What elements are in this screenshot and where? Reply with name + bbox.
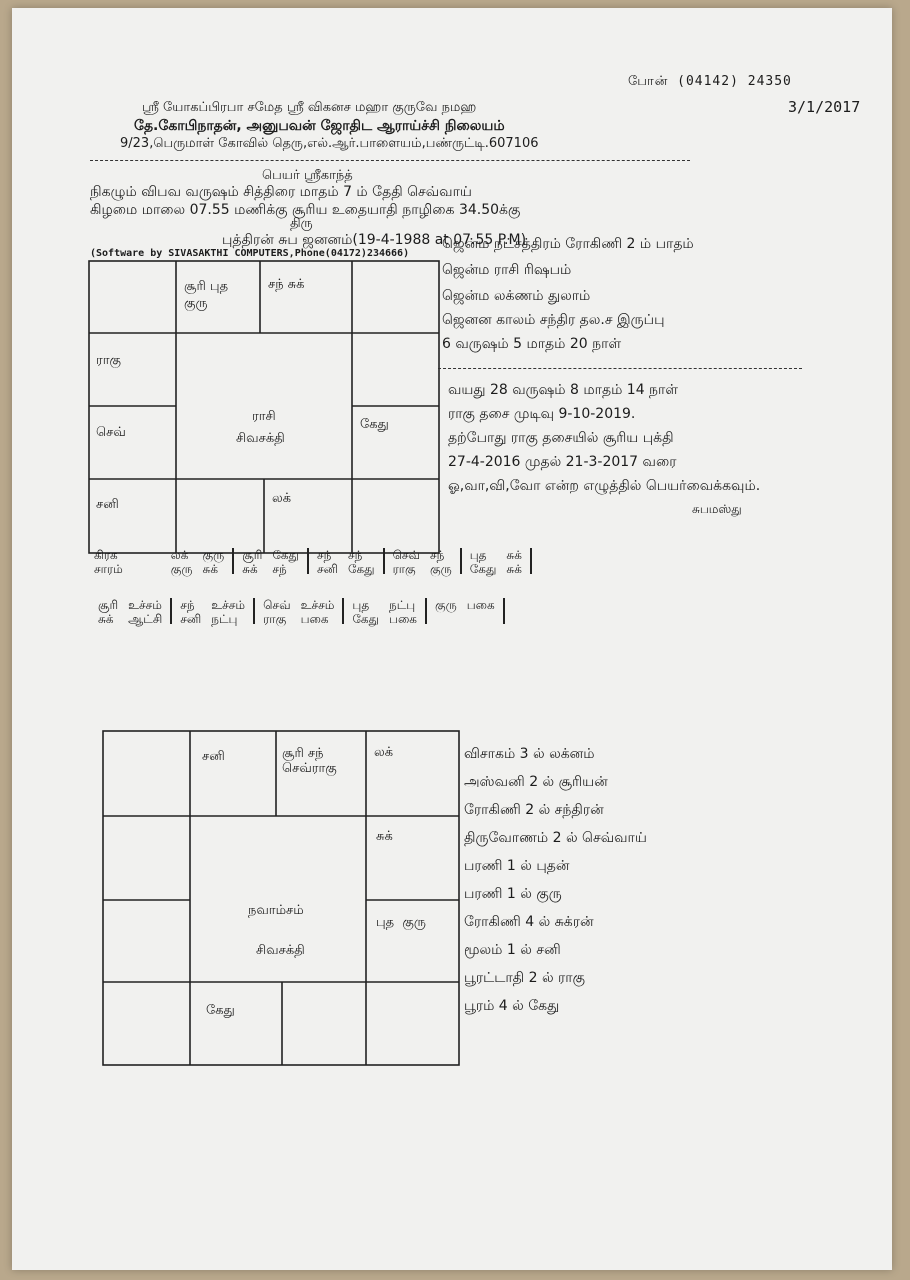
- nakshatra-5: பரணி 1 ல் புதன்: [464, 858, 570, 874]
- nakshatra-4: திருவோணம் 2 ல் செவ்வாய்: [464, 830, 647, 846]
- rel-3c: ராகு: [263, 612, 287, 626]
- birth-info-1: ஜென்ம நட்சத்திரம் ரோகிணி 2 ம் பாதம்: [442, 236, 694, 252]
- dasa-info-3: தற்போது ராகு தசையில் சூரிய புக்தி: [448, 430, 674, 446]
- rel-1c: சுக்: [98, 612, 114, 626]
- rel-1b: உச்சம்: [128, 598, 162, 612]
- horoscope-sheet: [12, 8, 892, 1270]
- rasi-cell-left-1: ராகு: [96, 353, 121, 368]
- rasi-chart-title: ராசி: [252, 409, 276, 424]
- header-address: 9/23,பெருமாள் கோவில் தெரு,எல்.ஆர்.பாளையம்,பண்ருட்டி.607106: [120, 136, 539, 151]
- blessing: சுபமஸ்து: [692, 502, 742, 516]
- rasi-chart-grid: [88, 260, 440, 554]
- gs-4a: செவ்: [392, 548, 421, 562]
- navamsa-chart-title: நவாம்சம்: [248, 903, 304, 918]
- gs-2c: சுக்: [242, 562, 258, 576]
- birth-info-3: ஜென்ம லக்ணம் துலாம்: [442, 288, 591, 304]
- graha-saram-group-1: [131, 548, 232, 576]
- gs-5a: புத: [469, 548, 487, 562]
- native-name: பெயர் ஸ்ரீகாந்த்: [262, 168, 353, 183]
- graha-saram-group-4: [385, 548, 460, 576]
- relation-3: [255, 598, 342, 626]
- gs-sep-5: [530, 548, 532, 574]
- gs-4d: குரு: [430, 562, 452, 576]
- header-divider: [90, 160, 690, 161]
- dasa-info-2: ராகு தசை முடிவு 9-10-2019.: [448, 406, 636, 422]
- birth-line-1: நிகழும் விபவ வருஷம் சித்திரை மாதம் 7 ம் தேதி செவ்வாய்: [90, 184, 472, 200]
- birth-line-3: திரு: [290, 216, 313, 231]
- nakshatra-6: பரணி 1 ல் குரு: [464, 886, 562, 902]
- dasa-info-5: ஓ,வா,வி,வோ என்ற எழுத்தில் பெயர்வைக்கவும்.: [448, 478, 761, 494]
- header-astrologer: தே.கோபிநாதன், அனுபவன் ஜோதிட ஆராய்ச்சி நிலையம்: [134, 118, 505, 134]
- dasa-info-4: 27-4-2016 முதல் 21-3-2017 வரை: [448, 454, 677, 470]
- nakshatra-1: விசாகம் 3 ல் லக்னம்: [464, 746, 595, 762]
- birth-line-4: புத்திரன் சுப ஜனனம்(19-4-1988 at 07.55 P.M): [222, 232, 527, 248]
- rasi-cell-bottom-0: சனி: [96, 497, 119, 512]
- navamsa-chart-grid: [102, 730, 460, 1066]
- rel-4b: நட்பு: [389, 598, 416, 612]
- graha-saram-row: [94, 548, 532, 576]
- gs-2b: கேது: [272, 548, 299, 562]
- navamsa-cell-t2: சூரி சந் செவ்ராகு: [282, 746, 337, 776]
- rel-3b: உச்சம்: [300, 598, 335, 612]
- rel-1a: சூரி: [98, 598, 119, 612]
- rasi-chart: [88, 260, 440, 554]
- gs-2a: சூரி: [242, 548, 263, 562]
- navamsa-cell-t1: சனி: [202, 749, 225, 764]
- gs-1d: சுக்: [202, 562, 219, 576]
- graha-saram-group-2: [234, 548, 307, 576]
- graha-saram-label: [94, 548, 131, 576]
- rel-3d: பகை: [300, 612, 329, 626]
- gs-1c: குரு: [170, 562, 193, 576]
- gs-4b: சந்: [430, 548, 445, 562]
- graha-saram-group-5: [462, 548, 530, 576]
- birth-info-2: ஜென்ம ராசி ரிஷபம்: [442, 262, 572, 278]
- rasi-cell-right-2: கேது: [360, 417, 389, 432]
- gs-5b: சுக்: [506, 548, 522, 562]
- rasi-cell-3: சந் சுக்: [268, 277, 305, 292]
- nakshatra-8: மூலம் 1 ல் சனி: [464, 942, 561, 958]
- rel-2b: உச்சம்: [211, 598, 246, 612]
- navamsa-cell-b1: கேது: [206, 1003, 235, 1018]
- gs-2d: சந்: [272, 562, 287, 576]
- relation-1: [98, 598, 170, 626]
- rel-4c: கேது: [352, 612, 380, 626]
- nakshatra-7: ரோகிணி 4 ல் சுக்ரன்: [464, 914, 594, 930]
- birth-info-5: 6 வருஷம் 5 மாதம் 20 நாள்: [442, 336, 622, 352]
- gs-3d: கேது: [347, 562, 375, 576]
- rel-2d: நட்பு: [211, 612, 238, 626]
- rasi-cell-bottom-2: லக்: [272, 491, 292, 506]
- navamsa-cell-r2: புத குரு: [376, 915, 426, 930]
- info-divider: [438, 368, 802, 369]
- relations-row: [98, 598, 505, 626]
- gs-1b: குரு: [202, 548, 225, 562]
- birth-info-4: ஜெனன காலம் சந்திர தல.ச இருப்பு: [442, 312, 665, 328]
- rel-5a: குரு: [434, 598, 457, 612]
- gs-4c: ராகு: [392, 562, 416, 576]
- header-phone: போன் (04142) 24350: [628, 74, 792, 89]
- rasi-cell-left-2: செவ்: [96, 425, 126, 440]
- gs-3b: சந்: [347, 548, 363, 562]
- relation-5: [427, 598, 503, 612]
- nakshatra-10: பூரம் 4 ல் கேது: [464, 998, 560, 1014]
- navamsa-chart-subtitle: சிவசக்தி: [256, 943, 305, 958]
- gs-5c: கேது: [469, 562, 497, 576]
- nakshatra-2: அஸ்வனி 2 ல் சூரியன்: [464, 774, 608, 790]
- relation-4: [344, 598, 425, 626]
- rel-4d: பகை: [389, 612, 417, 626]
- gs-3a: சந்: [316, 548, 332, 562]
- dasa-info-1: வயது 28 வருஷம் 8 மாதம் 14 நாள்: [448, 382, 678, 398]
- graha-saram-group-3: [309, 548, 383, 576]
- relation-2: [172, 598, 253, 626]
- nakshatra-9: பூரட்டாதி 2 ல் ராகு: [464, 970, 585, 986]
- navamsa-cell-t3: லக்: [374, 745, 394, 760]
- rasi-chart-subtitle: சிவசக்தி: [236, 431, 285, 446]
- software-credit: (Software by SIVASAKTHI COMPUTERS,Phone(04172)234666): [90, 248, 410, 259]
- rasi-cell-2: சூரி புத குரு: [184, 279, 229, 311]
- rel-3a: செவ்: [263, 598, 291, 612]
- rel-5b: பகை: [466, 598, 495, 612]
- graha-saram-label-top: கிரக: [94, 548, 118, 562]
- gs-1a: லக்: [170, 548, 189, 562]
- header-date: 3/1/2017: [788, 98, 861, 116]
- rel-2c: சனி: [180, 612, 202, 626]
- gs-5d: சுக்: [506, 562, 522, 576]
- rel-sep-5: [503, 598, 505, 624]
- graha-saram-label-bottom: சாரம்: [94, 562, 123, 576]
- navamsa-cell-r1: சுக்: [376, 829, 393, 844]
- rel-1d: ஆட்சி: [128, 612, 163, 626]
- gs-3c: சனி: [316, 562, 338, 576]
- navamsa-chart: [102, 730, 460, 1066]
- header-invocation: ஸ்ரீ யோகப்பிரபா சமேத ஸ்ரீ விகனச மஹா குருவே நமஹ: [142, 100, 477, 115]
- rel-2a: சந்: [180, 598, 195, 612]
- rel-4a: புத: [352, 598, 370, 612]
- nakshatra-3: ரோகிணி 2 ல் சந்திரன்: [464, 802, 604, 818]
- birth-line-2: கிழமை மாலை 07.55 மணிக்கு சூரிய உதையாதி நாழிகை 34.50க்கு: [90, 202, 521, 218]
